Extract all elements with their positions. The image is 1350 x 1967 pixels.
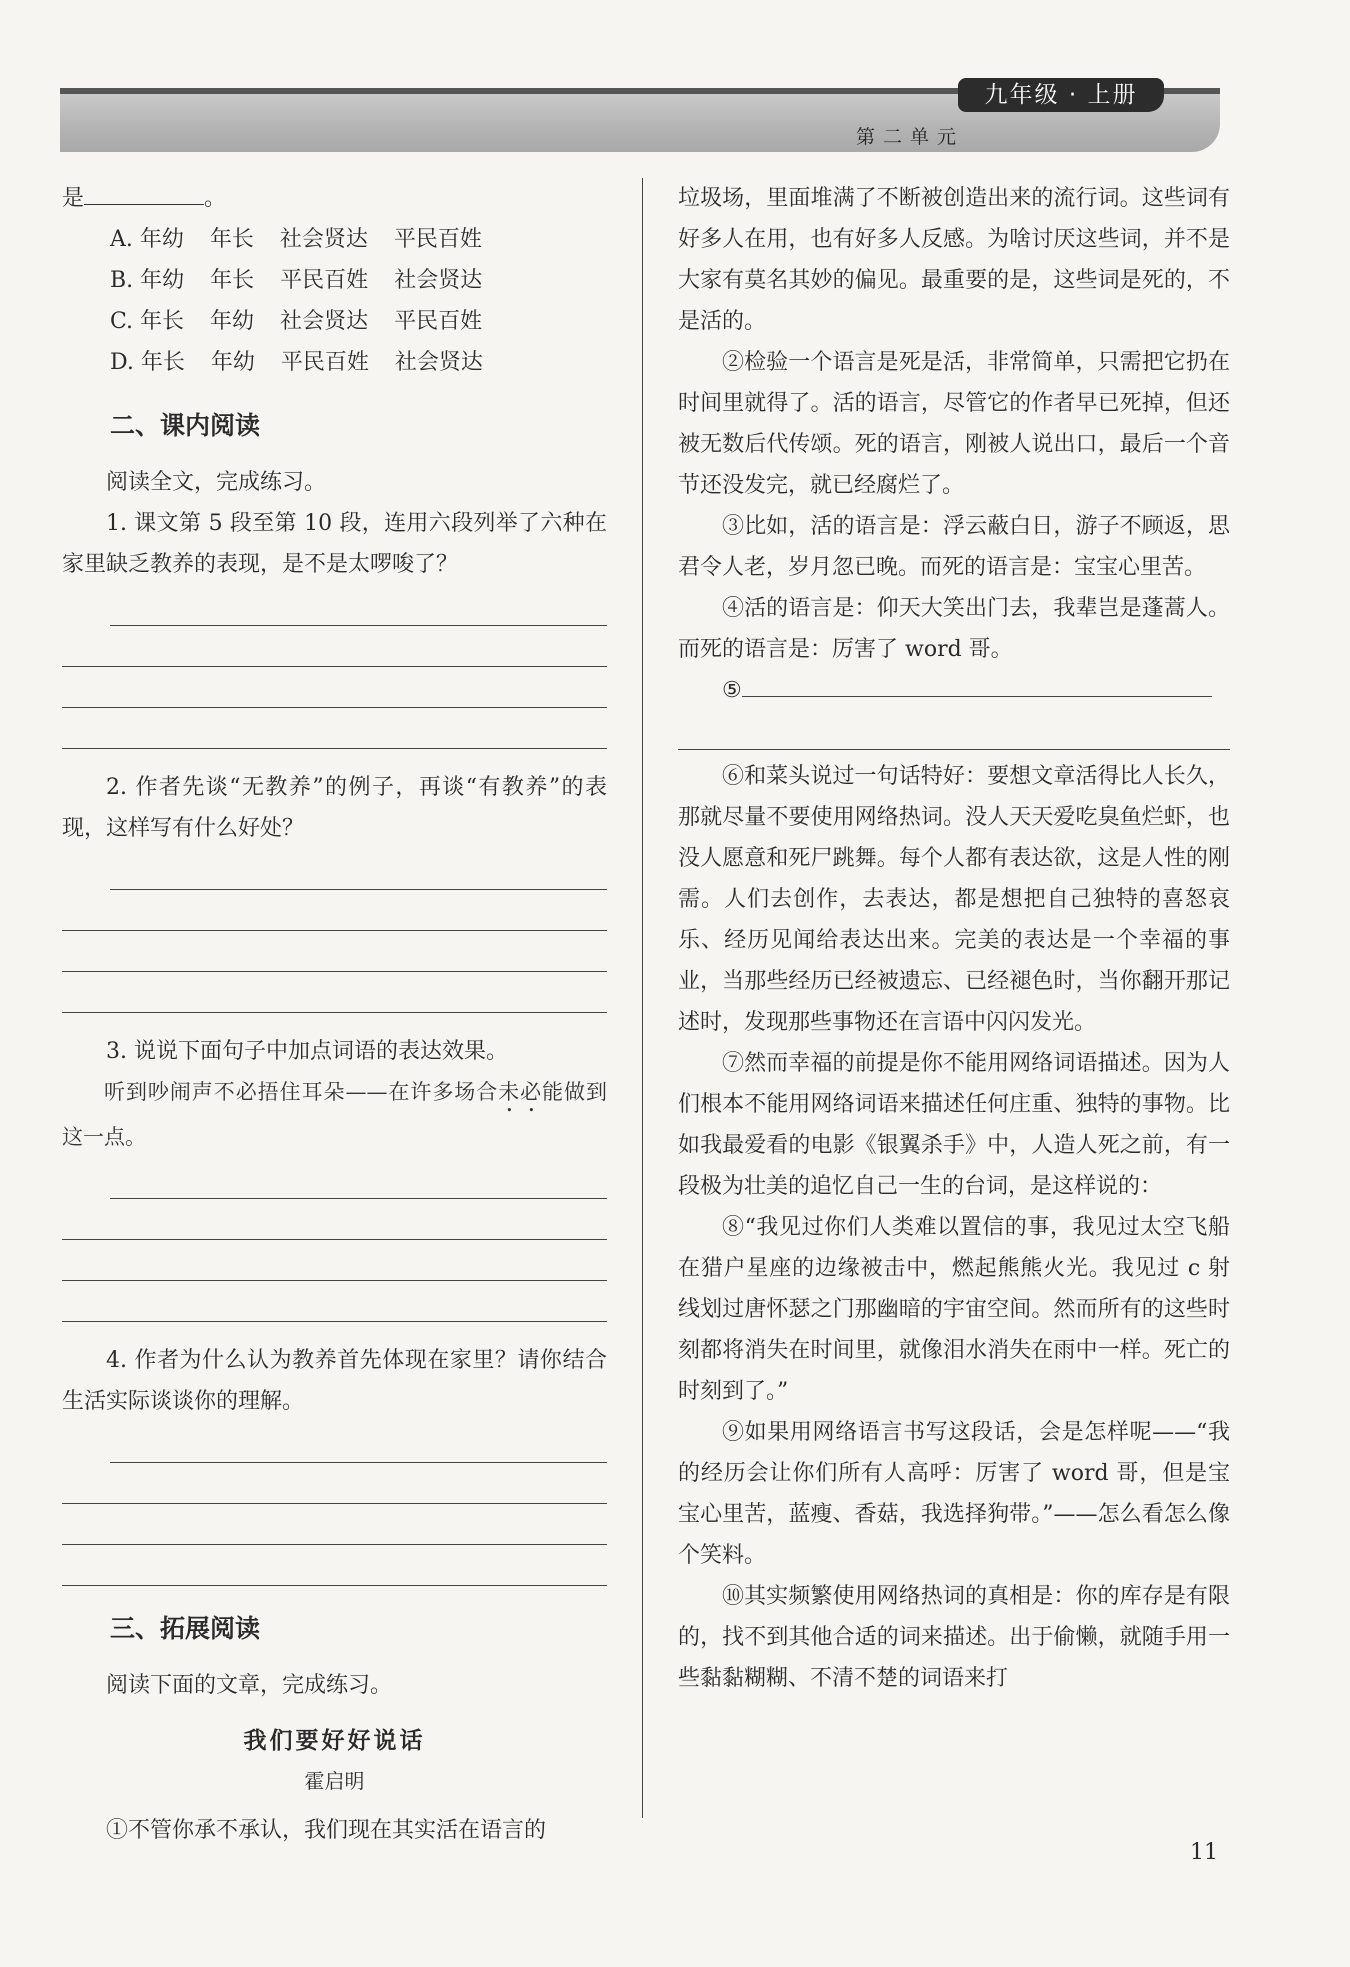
answer-area-4[interactable] [62, 1422, 607, 1586]
article-paragraph-10: ⑩其实频繁使用网络热词的真相是：你的库存是有限的，找不到其他合适的词来描述。出于偷懒，就随手用一些黏黏糊糊、不清不楚的词语来打 [678, 1584, 1230, 1691]
section-title-2: 二、课内阅读 [110, 411, 261, 440]
question-1: 1. 课文第 5 段至第 10 段，连用六段列举了六种在家里缺乏教养的表现，是不是太啰唆了？ [62, 511, 607, 577]
column-divider [642, 178, 643, 1818]
article-paragraph-8: ⑧“我见过你们人类难以置信的事，我见过太空飞船在猎户星座的边缘被击中，燃起熊熊火光。我见过 c 射线划过唐怀瑟之门那幽暗的宇宙空间。然而所有的这些时刻都将消失在时间里，就像泪水消失在雨中一样。死亡的时刻到了。” [678, 1215, 1230, 1404]
question-2: 2. 作者先谈“无教养”的例子，再谈“有教养”的表现，这样写有什么好处？ [62, 775, 607, 841]
article-paragraph-4: ④活的语言是：仰天大笑出门去，我辈岂是蓬蒿人。而死的语言是：厉害了 word 哥。 [678, 596, 1230, 662]
article-author: 霍启明 [304, 1769, 365, 1793]
paragraph-5-answer-line[interactable] [678, 711, 1230, 750]
question-3: 3. 说说下面句子中加点词语的表达效果。 [106, 1039, 508, 1064]
article-paragraph-7: ⑦然而幸福的前提是你不能用网络词语描述。因为人们根本不能用网络词语来描述任何庄重、独特的事物。比如我最爱看的电影《银翼杀手》中，人造人死之前，有一段极为壮美的追忆自己一生的台词，是这样说的： [678, 1051, 1230, 1199]
answer-blank[interactable] [84, 178, 204, 205]
answer-area-3[interactable] [62, 1158, 607, 1322]
option-b[interactable]: B. 年幼 年长 平民百姓 社会贤达 [110, 268, 483, 293]
question-4: 4. 作者为什么认为教养首先体现在家里？请你结合生活实际谈谈你的理解。 [62, 1348, 607, 1414]
unit-label: 第二单元 [855, 126, 964, 148]
option-c[interactable]: C. 年长 年幼 社会贤达 平民百姓 [110, 309, 483, 334]
question-stem-end: 是 。 [62, 178, 607, 219]
article-title: 我们要好好说话 [243, 1727, 426, 1754]
question-3-quote: 听到吵闹声不必捂住耳朵——在许多场合未必能做到这一点。 [62, 1080, 608, 1149]
right-column [678, 178, 1230, 1699]
article-paragraph-9: ⑨如果用网络语言书写这段话，会是怎样呢——“我的经历会让你们所有人高呼：厉害了 word 哥，但是宝宝心里苦，蓝瘦、香菇，我选择狗带。”——怎么看怎么像个笑料。 [678, 1420, 1230, 1568]
page-number: 11 [1190, 1840, 1218, 1865]
instruction-2: 阅读全文，完成练习。 [106, 470, 327, 495]
option-a[interactable]: A. 年幼 年长 社会贤达 平民百姓 [110, 227, 482, 252]
grade-tab: 九年级 · 上册 [958, 78, 1164, 112]
article-paragraph-6: ⑥和菜头说过一句话特好：要想文章活得比人长久，那就尽量不要使用网络热词。没人天天爱吃臭鱼烂虾，也没人愿意和死尸跳舞。每个人都有表达欲，这是人性的刚需。人们去创作，去表达，都是想把自己独特的喜怒哀乐、经历见闻给表达出来。完美的表达是一个幸福的事业，当那些经历已经被遗忘、已经褪色时，当你翻开那记述时，发现那些事物还在言语中闪闪发光。 [678, 764, 1230, 1035]
article-paragraph-5-blank[interactable]: ⑤ [678, 670, 1230, 711]
left-column [62, 178, 607, 1851]
answer-area-1[interactable] [62, 585, 607, 749]
answer-area-2[interactable] [62, 849, 607, 1013]
article-paragraph-1-cont: 垃圾场，里面堆满了不断被创造出来的流行词。这些词有好多人在用，也有好多人反感。为啥讨厌这些词，并不是大家有莫名其妙的偏见。最重要的是，这些词是死的，不是活的。 [678, 186, 1230, 334]
instruction-3: 阅读下面的文章，完成练习。 [106, 1673, 393, 1698]
article-paragraph-3: ③比如，活的语言是：浮云蔽白日，游子不顾返，思君令人老，岁月忽已晚。而死的语言是：宝宝心里苦。 [678, 514, 1230, 580]
section-title-3: 三、拓展阅读 [110, 1614, 261, 1643]
article-paragraph-2: ②检验一个语言是死是活，非常简单，只需把它扔在时间里就得了。活的语言，尽管它的作者早已死掉，但还被无数后代传颂。死的语言，刚被人说出口，最后一个音节还没发完，就已经腐烂了。 [678, 350, 1230, 498]
option-d[interactable]: D. 年长 年幼 平民百姓 社会贤达 [110, 350, 483, 375]
article-paragraph-1-start: ①不管你承不承认，我们现在其实活在语言的 [106, 1818, 547, 1843]
